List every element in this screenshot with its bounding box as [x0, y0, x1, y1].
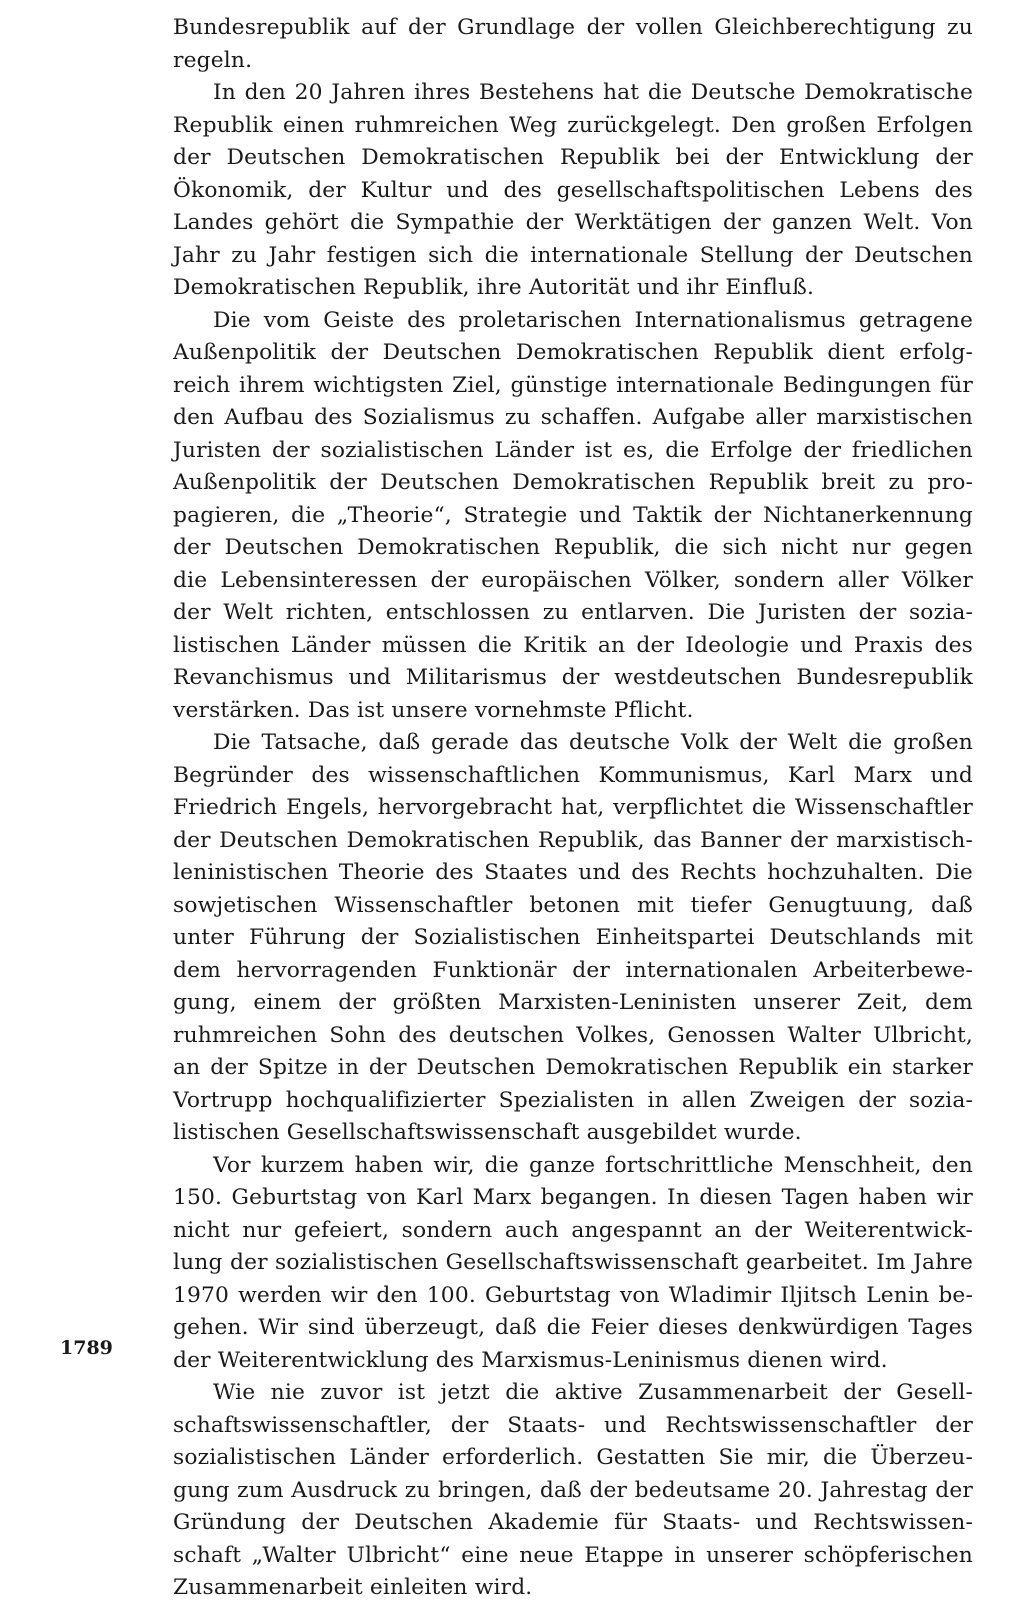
text-line: In den 20 Jahren ihres Bestehens hat die Deutsche Demokratische — [213, 80, 973, 105]
text-line: sowjetischen Wissenschaftler betonen mit tiefer Genugtuung, daß — [173, 892, 973, 918]
text-line: ruhmreichen Sohn des deutschen Volkes, Genossen Walter Ulbricht, — [173, 1022, 973, 1048]
text-line: Die Tatsache, daß gerade das deutsche Volk der Welt die großen — [213, 730, 973, 755]
text-line: den Aufbau des Sozialismus zu schaffen. Aufgabe aller marxistischen — [173, 405, 973, 430]
text-line: Vortrupp hochqualifizierter Spezialisten in allen Zweigen der sozia- — [173, 1087, 973, 1113]
text-line: listischen Länder müssen die Kritik an der Ideologie und Praxis des — [173, 632, 973, 658]
text-line: pagieren, die „Theorie“, Strategie und Taktik der Nichtanerkennung — [173, 502, 973, 528]
text-line: der Welt richten, entschlossen zu entlarven. Die Juristen der sozia- — [173, 600, 973, 625]
text-line: Juristen der sozialistischen Länder ist es, die Erfolge der friedlichen — [173, 437, 973, 463]
text-line: listischen Gesellschaftswissenschaft ausgebildet wurde. — [173, 1120, 802, 1145]
text-line: die Lebensinteressen der europäischen Völker, sondern aller Völker — [173, 567, 973, 593]
text-line: nicht nur gefeiert, sondern auch angespannt an der Weiterentwick- — [173, 1217, 973, 1243]
text-line: regeln. — [173, 47, 253, 73]
text-line: Jahr zu Jahr festigen sich die internationale Stellung der Deutschen — [173, 242, 973, 268]
text-line: unter Führung der Sozialistischen Einheitspartei Deutschlands mit — [173, 925, 973, 950]
text-line: Friedrich Engels, hervorgebracht hat, verpflichtet die Wissenschaftler — [173, 795, 973, 820]
text-line: lung der sozialistischen Gesellschaftswissenschaft gearbeitet. Im Jahre — [173, 1250, 973, 1275]
text-line: Zusammenarbeit einleiten wird. — [173, 1575, 533, 1600]
text-line: Begründer des wissenschaftlichen Kommunismus, Karl Marx und — [173, 762, 973, 788]
text-line: Ökonomik, der Kultur und des gesellschaftspolitischen Lebens des — [173, 177, 973, 203]
text-line: Die vom Geiste des proletarischen Internationalismus getragene — [213, 307, 973, 333]
text-line: leninistischen Theorie des Staates und des Rechts hochzuhalten. Die — [173, 860, 973, 885]
text-line: Außenpolitik der Deutschen Demokratischen Republik dient erfolg- — [173, 340, 973, 365]
text-line: Bundesrepublik auf der Grundlage der vollen Gleichberechtigung zu — [173, 15, 973, 40]
text-line: Revanchismus und Militarismus der westdeutschen Bundesrepublik — [173, 665, 973, 690]
text-line: gung, einem der größten Marxisten-Leninisten unserer Zeit, dem — [173, 990, 973, 1015]
text-line: gung zum Ausdruck zu bringen, daß der bedeutsame 20. Jahrestag der — [173, 1477, 973, 1503]
text-line: 1970 werden wir den 100. Geburtstag von Wladimir Iljitsch Lenin be- — [173, 1282, 973, 1308]
text-line: der Deutschen Demokratischen Republik, die sich nicht nur gegen — [173, 535, 973, 560]
text-line: Demokratischen Republik, ihre Autorität und ihr Einfluß. — [173, 275, 815, 300]
text-line: Vor kurzem haben wir, die ganze fortschrittliche Menschheit, den — [213, 1152, 973, 1178]
text-line: der Deutschen Demokratischen Republik, das Banner der marxistisch- — [173, 827, 973, 853]
text-line: reich ihrem wichtigsten Ziel, günstige internationale Bedingungen für — [173, 372, 973, 398]
text-line: verstärken. Das ist unsere vornehmste Pflicht. — [173, 697, 694, 723]
text-line: Außenpolitik der Deutschen Demokratischen Republik breit zu pro- — [173, 470, 973, 495]
text-line: Gründung der Deutschen Akademie für Staats- und Rechtswissen- — [173, 1510, 973, 1535]
text-line: 150. Geburtstag von Karl Marx begangen. In diesen Tagen haben wir — [173, 1185, 973, 1210]
text-line: Republik einen ruhmreichen Weg zurückgelegt. Den großen Erfolgen — [173, 112, 973, 138]
text-line: Landes gehört die Sympathie der Werktätigen der ganzen Welt. Von — [173, 210, 973, 235]
text-line: sozialistischen Länder erforderlich. Gestatten Sie mir, die Überzeu- — [173, 1445, 973, 1470]
text-line: schaftswissenschaftler, der Staats- und Rechtswissenschaftler der — [173, 1412, 973, 1438]
page-number: 1789 — [60, 1337, 113, 1359]
text-line: der Deutschen Demokratischen Republik bei der Entwicklung der — [173, 145, 973, 170]
text-line: gehen. Wir sind überzeugt, daß die Feier dieses denkwürdigen Tages — [173, 1315, 973, 1340]
text-line: der Weiterentwicklung des Marxismus-Leninismus dienen wird. — [173, 1347, 888, 1373]
body-text — [173, 12, 973, 1605]
text-line: an der Spitze in der Deutschen Demokratischen Republik ein starker — [173, 1055, 973, 1080]
text-line: Wie nie zuvor ist jetzt die aktive Zusammenarbeit der Gesell- — [213, 1380, 973, 1405]
text-line: schaft „Walter Ulbricht“ eine neue Etappe in unserer schöpferischen — [173, 1542, 973, 1568]
text-line: dem hervorragenden Funktionär der internationalen Arbeiterbewe- — [173, 957, 973, 983]
